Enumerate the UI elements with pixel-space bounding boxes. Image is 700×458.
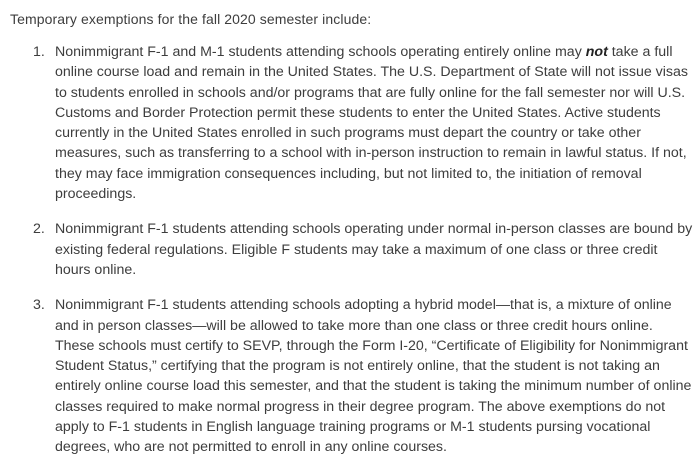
list-item-text-before: Nonimmigrant F-1 and M-1 students attending schools operating entirely online may [55,44,586,60]
list-item-text: Nonimmigrant F-1 students attending schools operating under normal in-person classes are bound by existing federal regulations. Eligible F students may take a maximum of one class or three credit hours online. [55,221,693,278]
list-item-number: 3. [33,297,45,314]
exemptions-list [10,42,700,458]
emphasis-not: not [585,44,608,60]
list-item-number: 1. [33,44,45,60]
list-item [10,42,695,204]
list-item-text-after: take a full online course load and remain in the United States. The U.S. Department of State will not issue visas to students enrolled in schools and/or programs that are fully online for the fall semester nor will U.S. Customs and Border Protection permit these students to enter the United States. Active students currently in the United States enrolled in such programs must depart the country or take other measures, such as transferring to a school with in-person instruction to remain in lawful status. If not, they may face immigration consequences including, but not limited to, the initiation of removal proceedings. [55,44,688,203]
intro-text: Temporary exemptions for the fall 2020 semester include: [10,11,372,27]
list-item-number: 2. [33,221,45,238]
list-item [10,295,695,457]
list-item [10,219,695,280]
list-item-text: Nonimmigrant F-1 students attending schools adopting a hybrid model—that is, a mixture of online and in person classes—will be allowed to take more than one class or three credit hours online. These schools must certify to SEVP, through the Form I-20, “Certificate of Eligibility for Nonimmigrant Student Status,” certifying that the program is not entirely online, that the student is not taking an entirely online course load this semester, and that the student is taking the minimum number of online classes required to make normal progress in their degree program. The above exemptions do not apply to F-1 students in English language training programs or M-1 students pursing vocational degrees, who are not permitted to enroll in any online courses. [55,297,692,456]
